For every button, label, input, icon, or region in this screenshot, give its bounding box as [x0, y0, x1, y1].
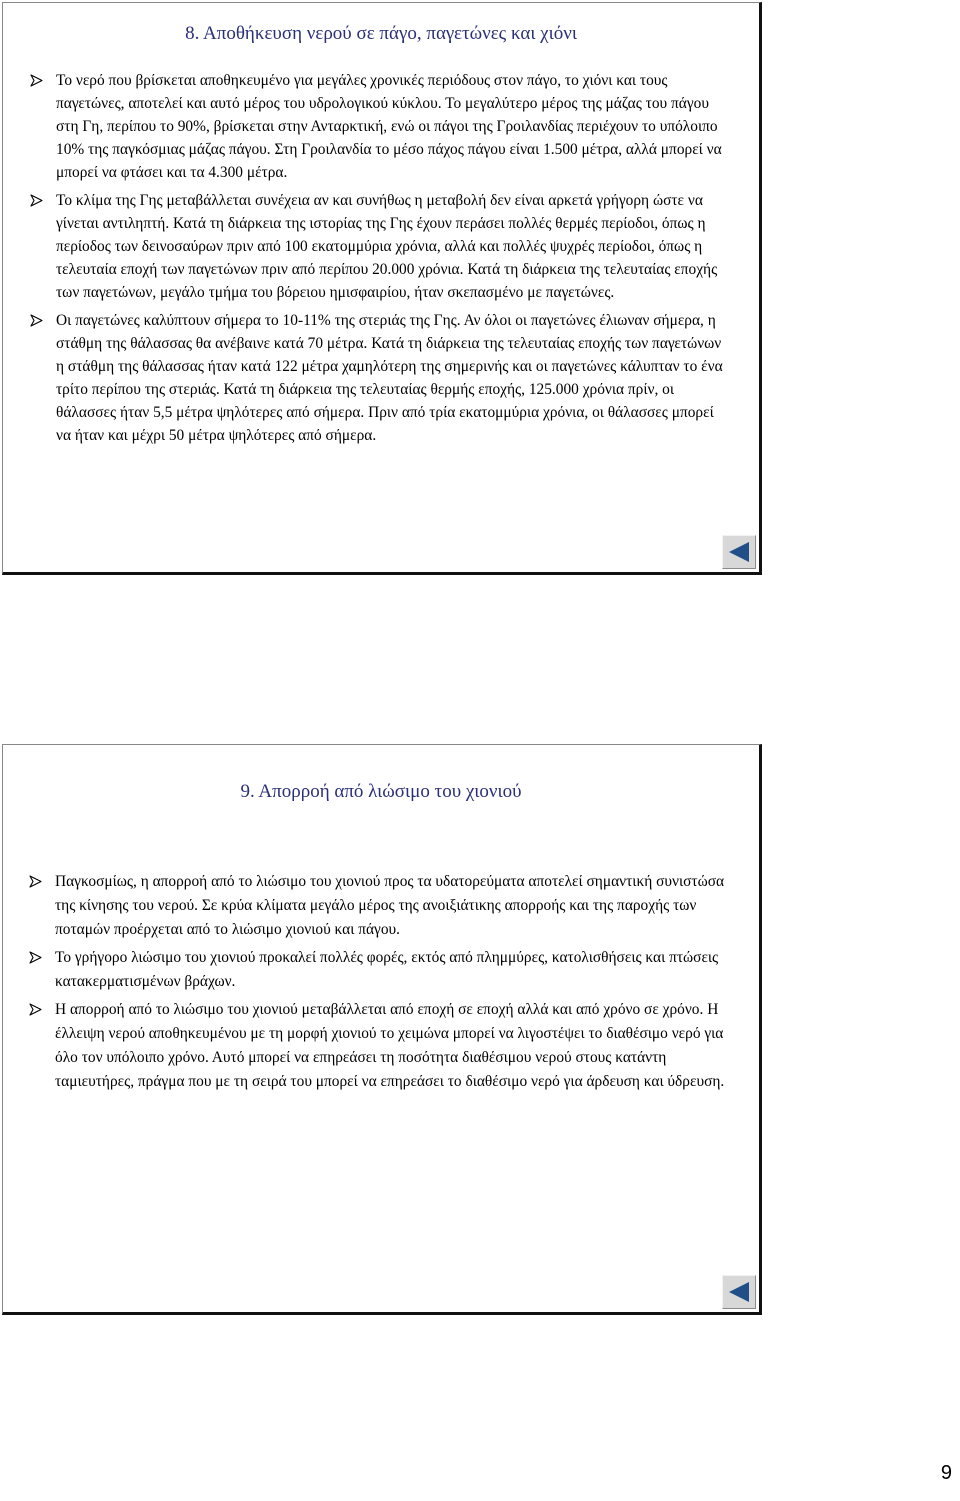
page-number: 9	[940, 1462, 952, 1484]
bullet-text: Η απορροή από το λιώσιμο του χιονιού μεταβάλλεται από εποχή σε εποχή αλλά και από χρόνο σε χρόνο. Η έλλειψη νερού αποθηκευμένου με τη μορφή χιονιού το χειμώνα μπορεί να λιγοστέψει το διαθέσιμο νερό για όλο τον υπόλοιπο χρόνο. Αυτό μπορεί να επηρεάσει τη ποσότητα διαθέσιμου νερού στους κατάντη ταμιευτήρες, πράγμα που με τη σειρά του μπορεί να επηρεάσει το διαθέσιμο νερό για άρδευση και ύδρευση.	[55, 1001, 725, 1090]
slide-title: 9. Απορροή από λιώσιμο του χιονιού	[240, 781, 522, 802]
bullet-list	[30, 69, 730, 452]
back-arrow-icon	[727, 541, 751, 563]
bullet-list	[29, 870, 735, 1098]
back-button[interactable]	[722, 1275, 756, 1309]
list-item	[30, 309, 730, 447]
arrowhead-bullet-icon	[29, 951, 42, 964]
arrowhead-bullet-icon	[30, 314, 43, 327]
bullet-text: Παγκοσμίως, η απορροή από το λιώσιμο του χιονιού προς τα υδατορεύματα αποτελεί σημαντική συνιστώσα της κίνησης του νερού. Σε κρύα κλίματα μεγάλο μέρος της ανοιξιάτικης απορροής και της παροχής των ποταμών προέρχεται από το λιώσιμο χιονιού και πάγου.	[55, 873, 725, 938]
slide-9	[2, 744, 762, 1315]
bullet-text: Το νερό που βρίσκεται αποθηκευμένο για μεγάλες χρονικές περιόδους στον πάγο, το χιόνι και τους παγετώνες, αποτελεί και αυτό μέρος του υδρολογικού κύκλου. Το μεγαλύτερο μέρος της μάζας του πάγου στη Γη, περίπου το 90%, βρίσκεται στην Ανταρκτική, ενώ οι πάγοι της Γροιλανδίας περιέχουν το υπόλοιπο 10% της παγκόσμιας μάζας πάγου. Στη Γροιλανδία το μέσο πάχος πάγου είναι 1.500 μέτρα, αλλά μπορεί να μπορεί να φτάσει και τα 4.300 μέτρα.	[56, 72, 722, 181]
list-item	[30, 69, 730, 184]
arrowhead-bullet-icon	[29, 1003, 42, 1016]
arrowhead-bullet-icon	[30, 74, 43, 87]
list-item	[30, 189, 730, 304]
arrowhead-bullet-icon	[29, 875, 42, 888]
bullet-text: Το γρήγορο λιώσιμο του χιονιού προκαλεί πολλές φορές, εκτός από πλημμύρες, κατολισθήσεις και πτώσεις κατακερματισμένων βράχων.	[55, 949, 719, 990]
slide-title: 8. Αποθήκευση νερού σε πάγο, παγετώνες και χιόνι	[185, 23, 577, 44]
list-item	[29, 998, 735, 1094]
bullet-text: Το κλίμα της Γης μεταβάλλεται συνέχεια αν και συνήθως η μεταβολή δεν είναι αρκετά γρήγορη ώστε να γίνεται αντιληπτή. Κατά τη διάρκεια της ιστορίας της Γης έχουν περάσει πολλές θερμές περίοδοι, όπως η περίοδος των δεινοσαύρων πριν από 100 εκατομμύρια χρόνια, αλλά και πολλές ψυχρές περίοδοι, όπως η τελευταία εποχή των παγετώνων πριν από περίπου 20.000 χρόνια. Κατά τη διάρκεια της τελευταίας εποχής των παγετώνων, μεγάλο τμήμα του βόρειου ημισφαιρίου, ήταν σκεπασμένο με παγετώνες.	[56, 192, 718, 301]
slide-8	[2, 2, 762, 575]
list-item	[29, 946, 735, 994]
list-item	[29, 870, 735, 942]
back-arrow-icon	[727, 1281, 751, 1303]
back-button[interactable]	[722, 535, 756, 569]
bullet-text: Οι παγετώνες καλύπτουν σήμερα το 10-11% της στεριάς της Γης. Αν όλοι οι παγετώνες έλιωναν σήμερα, η στάθμη της θάλασσας θα ανέβαινε κατά 70 μέτρα. Κατά τη διάρκεια της τελευταίας εποχής των παγετώνων η στάθμη της θάλασσας ήταν κατά 122 μέτρα χαμηλότερη της σημερινής και οι παγετώνες κάλυπταν το ένα τρίτο περίπου της στεριάς. Κατά τη διάρκεια της τελευταίας θερμής εποχής, 125.000 χρόνια πρίν, οι θάλασσες ήταν 5,5 μέτρα ψηλότερες από σήμερα. Πριν από τρία εκατομμύρια χρόνια, οι θάλασσες μπορεί να ήταν και μέχρι 50 μέτρα ψηλότερες από σήμερα.	[56, 312, 723, 444]
arrowhead-bullet-icon	[30, 194, 43, 207]
